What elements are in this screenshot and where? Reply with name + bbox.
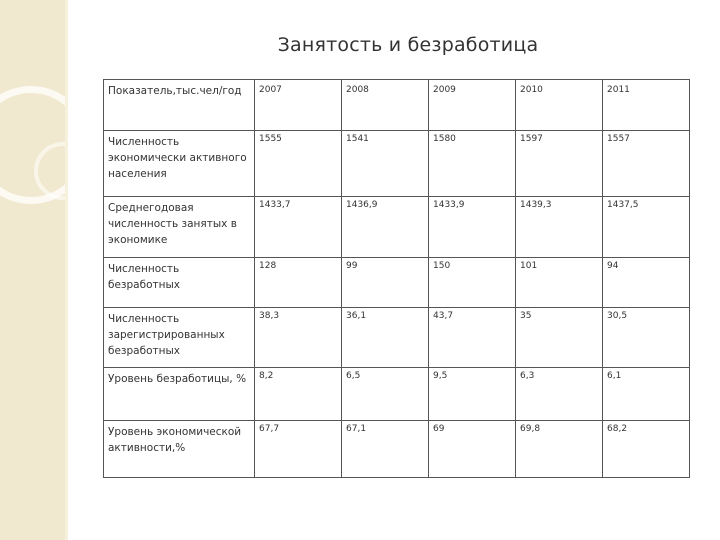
- table-cell: 1436,9: [342, 197, 429, 258]
- header-cell-year: 2011: [603, 80, 690, 131]
- header-cell-indicator: Показатель,тыс.чел/год: [104, 80, 255, 131]
- employment-table: [103, 79, 690, 478]
- table-cell: 6,3: [516, 368, 603, 421]
- table-cell: 6,1: [603, 368, 690, 421]
- table-row: [104, 258, 690, 308]
- header-cell-year: 2008: [342, 80, 429, 131]
- table-cell: 99: [342, 258, 429, 308]
- header-cell-year: 2010: [516, 80, 603, 131]
- table-cell: 1541: [342, 131, 429, 197]
- table-cell: 1433,7: [255, 197, 342, 258]
- table-row: [104, 368, 690, 421]
- table-cell: 1597: [516, 131, 603, 197]
- table-cell: 69,8: [516, 421, 603, 478]
- table-header-row: [104, 80, 690, 131]
- table-cell: 1439,3: [516, 197, 603, 258]
- table-cell: 6,5: [342, 368, 429, 421]
- table-cell: 1437,5: [603, 197, 690, 258]
- decorative-left-band: [0, 0, 68, 540]
- row-label: Численность экономически активного населения: [104, 131, 255, 197]
- table-cell: 101: [516, 258, 603, 308]
- row-label: Численность безработных: [104, 258, 255, 308]
- table-cell: 43,7: [429, 308, 516, 368]
- table-cell: 36,1: [342, 308, 429, 368]
- table-row: [104, 197, 690, 258]
- header-cell-year: 2007: [255, 80, 342, 131]
- table-row: [104, 308, 690, 368]
- table-cell: 94: [603, 258, 690, 308]
- table-cell: 38,3: [255, 308, 342, 368]
- row-label: Численность зарегистрированных безработных: [104, 308, 255, 368]
- row-label: Уровень безработицы, %: [104, 368, 255, 421]
- table-row: [104, 421, 690, 478]
- table-cell: 30,5: [603, 308, 690, 368]
- table-cell: 1557: [603, 131, 690, 197]
- table-cell: 68,2: [603, 421, 690, 478]
- row-label: Уровень экономической активности,%: [104, 421, 255, 478]
- table-cell: 1580: [429, 131, 516, 197]
- decorative-ring-small: [34, 142, 92, 200]
- table-cell: 9,5: [429, 368, 516, 421]
- header-cell-year: 2009: [429, 80, 516, 131]
- table-cell: 128: [255, 258, 342, 308]
- table-cell: 69: [429, 421, 516, 478]
- slide-title: Занятость и безработица: [277, 34, 539, 56]
- row-label: Среднегодовая численность занятых в экономике: [104, 197, 255, 258]
- table-cell: 1555: [255, 131, 342, 197]
- table-row: [104, 131, 690, 197]
- table-cell: 35: [516, 308, 603, 368]
- table-cell: 150: [429, 258, 516, 308]
- table-cell: 67,1: [342, 421, 429, 478]
- table-cell: 67,7: [255, 421, 342, 478]
- table-cell: 1433,9: [429, 197, 516, 258]
- table-cell: 8,2: [255, 368, 342, 421]
